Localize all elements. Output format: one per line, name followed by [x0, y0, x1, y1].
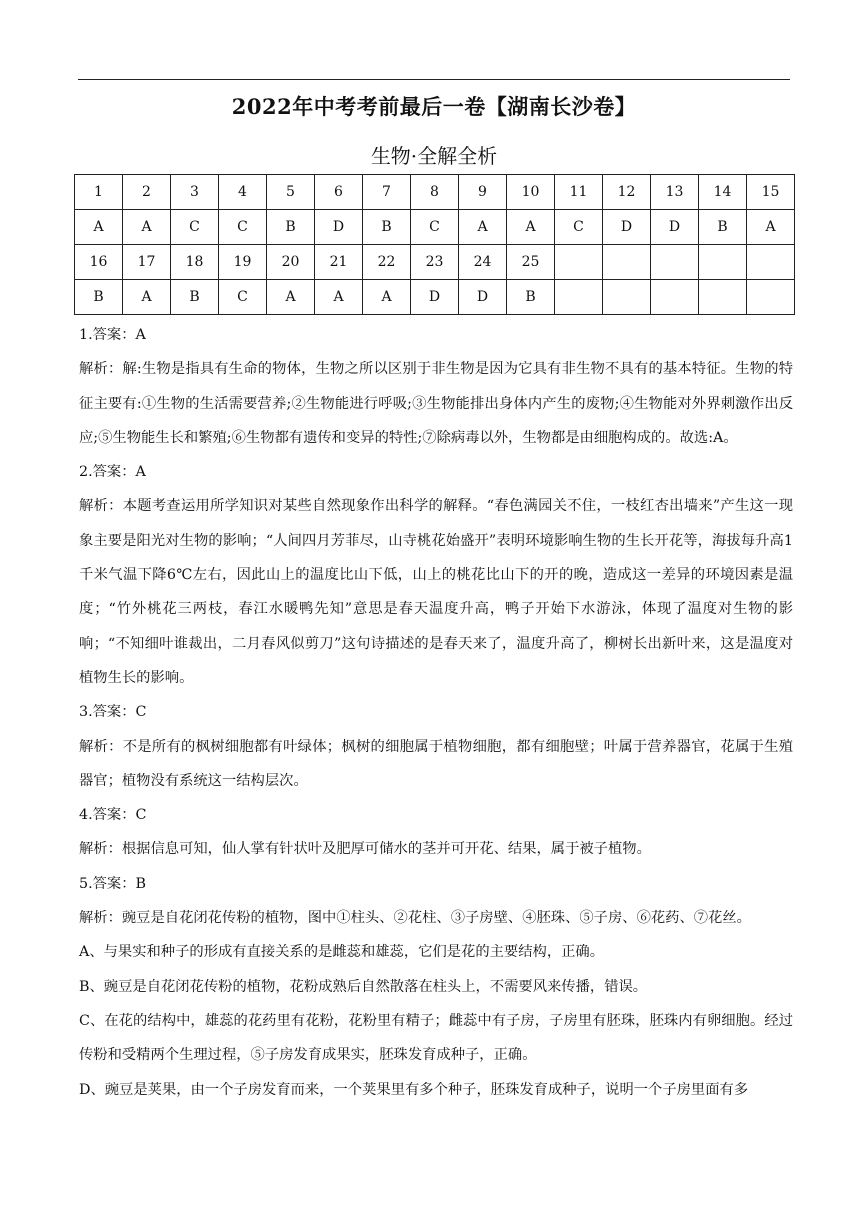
question-number-cell: 19: [219, 245, 267, 280]
question-number-cell: 14: [699, 175, 747, 210]
answer-cell: B: [267, 210, 315, 245]
question-number-cell: 24: [459, 245, 507, 280]
explanation-paragraph: A、与果实和种子的形成有直接关系的是雌蕊和雄蕊，它们是花的主要结构，正确。: [79, 944, 605, 961]
question-number-cell: [555, 245, 603, 280]
question-number-cell: [603, 245, 651, 280]
question-number-cell: 21: [315, 245, 363, 280]
question-number-cell: 2: [123, 175, 171, 210]
answer-cell: A: [507, 210, 555, 245]
question-number-cell: 10: [507, 175, 555, 210]
answer-cell: A: [315, 280, 363, 315]
explanation-paragraph: 解析：豌豆是自花闭花传粉的植物，图中①柱头、②花柱、③子房壁、④胚珠、⑤子房、⑥花药、⑦花丝。: [79, 910, 751, 927]
question-number-cell: 20: [267, 245, 315, 280]
answer-cell: C: [219, 280, 267, 315]
explanation-paragraph: C、在花的结构中，雄蕊的花药里有花粉，花粉里有精子；雌蕊中有子房，子房里有胚珠，胚珠内有卵细胞。经过传粉和受精两个生理过程，⑤子房发育成果实，胚珠发育成种子，正确。: [79, 1012, 793, 1064]
answer-cell: [747, 280, 795, 315]
document-title: 2022年中考考前最后一卷【湖南长沙卷】: [231, 94, 637, 119]
answer-heading: 2.答案：A: [79, 464, 146, 481]
question-number-cell: 9: [459, 175, 507, 210]
question-number-row: [75, 245, 795, 280]
answer-cell: D: [459, 280, 507, 315]
question-number-cell: 5: [267, 175, 315, 210]
answer-cell: [603, 280, 651, 315]
answer-cell: [699, 280, 747, 315]
question-number-cell: 1: [75, 175, 123, 210]
answer-cell: A: [459, 210, 507, 245]
question-number-cell: 25: [507, 245, 555, 280]
answer-heading: 3.答案：C: [79, 704, 147, 721]
question-number-cell: 16: [75, 245, 123, 280]
answer-cell: B: [699, 210, 747, 245]
answer-cell: A: [747, 210, 795, 245]
answer-cell: B: [75, 280, 123, 315]
answer-cell: C: [171, 210, 219, 245]
question-number-cell: 6: [315, 175, 363, 210]
document-subtitle: 生物·全解全析: [370, 144, 498, 168]
question-number-cell: [651, 245, 699, 280]
answer-heading: 1.答案：A: [79, 327, 146, 343]
question-number-cell: [699, 245, 747, 280]
explanation-paragraph: D、豌豆是荚果，由一个子房发育而来，一个荚果里有多个种子，胚珠发育成种子，说明一个子房里面有多: [79, 1081, 749, 1098]
answer-cell: C: [219, 210, 267, 245]
question-number-cell: 13: [651, 175, 699, 210]
answer-cell: A: [123, 210, 171, 245]
answer-cell: D: [651, 210, 699, 245]
explanation-paragraph: B、豌豆是自花闭花传粉的植物，花粉成熟后自然散落在柱头上，不需要风来传播，错误。: [79, 978, 648, 995]
explanation-paragraph: 解析：本题考查运用所学知识对某些自然现象作出科学的解释。“春色满园关不住，一枝红杏出墙来”产生这一现象主要是阳光对生物的影响；“人间四月芳菲尽，山寺桃花始盛开”表明环境影响生物的生长开花等，海拔每升高1千米气温下降6℃左右，因此山上的温度比山下低，山上的桃花比山下的开的晚，造成这一差异的环境因素是温度；“竹外桃花三两枝，春江水暖鸭先知”意思是春天温度升高，鸭子开始下水游泳，体现了温度对生物的影响；“不知细叶谁裁出，二月春风似剪刀”这句诗描述的是春天来了，温度升高了，柳树长出新叶来，这是温度对植物生长的影响。: [79, 498, 793, 686]
answer-cell: C: [555, 210, 603, 245]
answer-heading: 4.答案：C: [79, 807, 147, 824]
answer-cell: D: [411, 280, 459, 315]
answer-cell: C: [411, 210, 459, 245]
question-number-cell: 15: [747, 175, 795, 210]
answer-cell: [555, 280, 603, 315]
explanation-paragraph: 解析：根据信息可知，仙人掌有针状叶及肥厚可储水的茎并可开花、结果，属于被子植物。: [79, 841, 651, 858]
question-number-cell: 11: [555, 175, 603, 210]
answer-row: [75, 210, 795, 245]
question-number-cell: 22: [363, 245, 411, 280]
question-number-cell: 3: [171, 175, 219, 210]
answer-cell: A: [363, 280, 411, 315]
answer-cell: A: [75, 210, 123, 245]
question-number-cell: [747, 245, 795, 280]
question-number-cell: 4: [219, 175, 267, 210]
answer-row: [75, 280, 795, 315]
header-rule: [78, 79, 790, 80]
answer-table: [74, 174, 795, 315]
question-number-cell: 23: [411, 245, 459, 280]
question-number-cell: 8: [411, 175, 459, 210]
answer-cell: D: [603, 210, 651, 245]
question-number-cell: 12: [603, 175, 651, 210]
answer-cell: [651, 280, 699, 315]
answer-heading: 5.答案：B: [79, 875, 147, 892]
answer-cell: B: [171, 280, 219, 315]
question-number-cell: 18: [171, 245, 219, 280]
explanation-paragraph: 解析：不是所有的枫树细胞都有叶绿体；枫树的细胞属于植物细胞，都有细胞壁；叶属于营养器官，花属于生殖器官；植物没有系统这一结构层次。: [79, 738, 793, 789]
question-number-row: [75, 175, 795, 210]
answer-cell: A: [267, 280, 315, 315]
answer-cell: D: [315, 210, 363, 245]
answer-cell: B: [363, 210, 411, 245]
explanation-content: [79, 318, 793, 1107]
answer-cell: B: [507, 280, 555, 315]
answer-cell: A: [123, 280, 171, 315]
question-number-cell: 17: [123, 245, 171, 280]
question-number-cell: 7: [363, 175, 411, 210]
explanation-paragraph: 解析：解:生物是指具有生命的物体，生物之所以区别于非生物是因为它具有非生物不具有的基本特征。生物的特征主要有:①生物的生活需要营养;②生物能进行呼吸;③生物能排出身体内产生的废物;④生物能对外界刺激作出反应;⑤生物能生长和繁殖;⑥生物都有遗传和变异的特性;⑦除病毒以外，生物都是由细胞构成的。故选:A。: [79, 361, 793, 446]
